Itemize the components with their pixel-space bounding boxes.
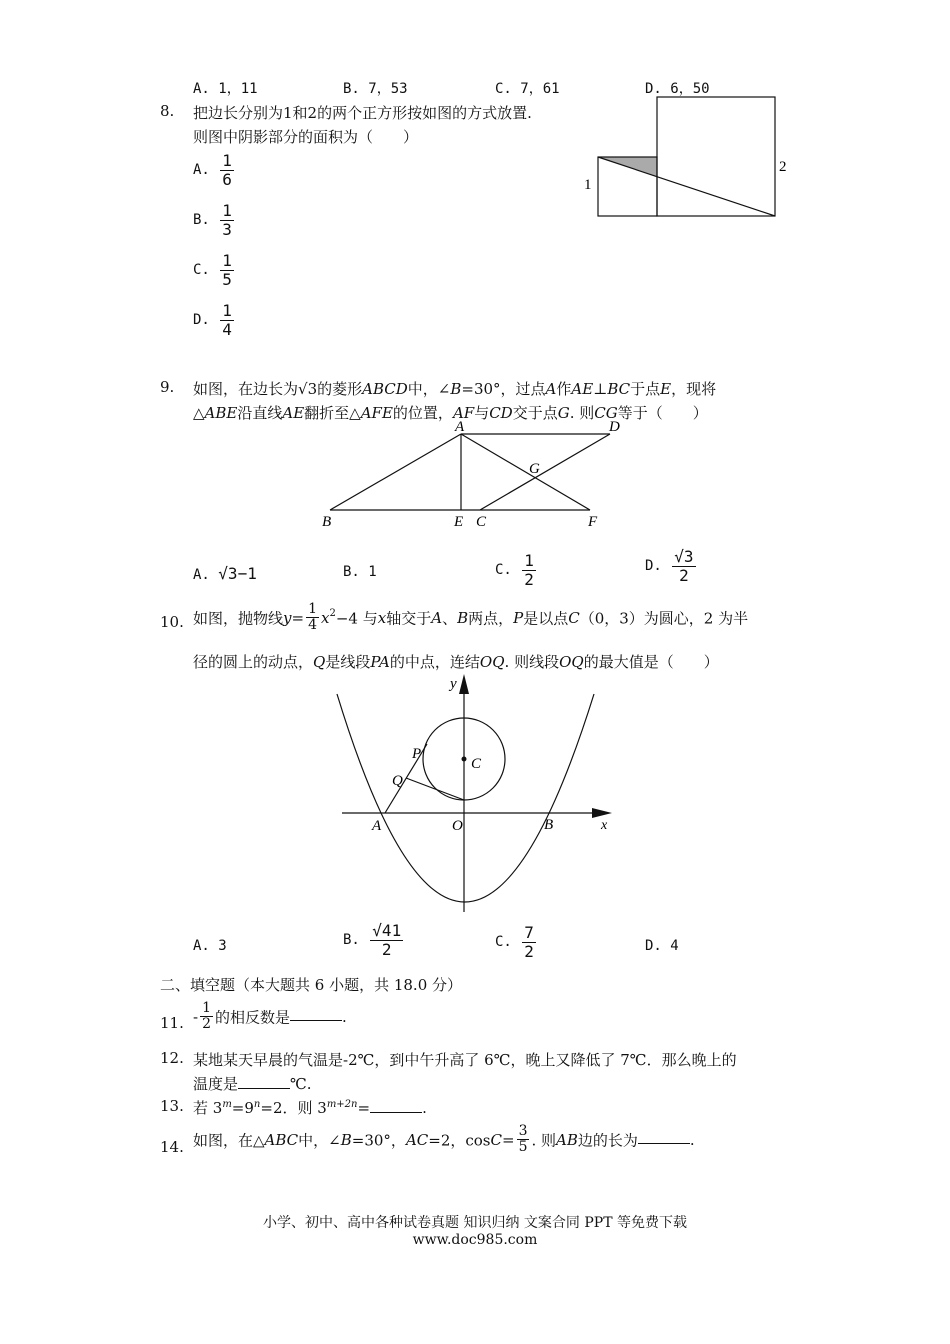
q14-number: 14.	[160, 1138, 184, 1156]
q8-line2: 则图中阴影部分的面积为（ ）	[193, 128, 419, 146]
q9-label-f: F	[588, 514, 598, 530]
q13-blank	[370, 1100, 422, 1113]
q9-option-b: B. 1	[343, 564, 377, 580]
q8-line1: 把边长分别为1和2的两个正方形按如图的方式放置.	[193, 104, 532, 122]
q9-line2: △ABE沿直线AE翻折至△AFE的位置，AF与CD交于点G. 则CG等于（ ）	[193, 404, 708, 422]
q9-label-b: B	[322, 514, 332, 530]
q9-figure	[318, 418, 628, 533]
q9-seg-cd	[480, 434, 610, 510]
q8-option-d: D. $\frac{1}{4}$	[193, 301, 232, 339]
q8-option-b: B. $\frac{1}{3}$	[193, 201, 232, 239]
q10-label-p: P	[412, 746, 422, 762]
q7-option-d: D. 6，50	[645, 81, 710, 97]
section2-heading: 二、填空题（本大题共 6 小题，共 18.0 分）	[160, 976, 463, 994]
q11-text: - $\frac{1}{2}$ 的相反数是 .	[193, 1000, 347, 1033]
q10-option-b: B. $\frac{√41}{2}$	[343, 921, 402, 959]
q8-option-a: A. $\frac{1}{6}$	[193, 151, 232, 189]
q10-label-x: x	[601, 818, 608, 833]
q14-text: 如图，在△ABC中，∠B=30°，AC=2，cosC= $\frac{3}{5}$ . 则AB边的长为 .	[193, 1123, 695, 1156]
q10-parabola	[337, 694, 594, 902]
q12-blank	[238, 1076, 290, 1089]
q10-label-o: O	[452, 818, 463, 834]
q10-x-arrow	[592, 808, 612, 818]
q9-label-e: E	[454, 514, 464, 530]
q14-blank	[638, 1131, 690, 1144]
q12-line2: 温度是 ℃.	[193, 1075, 312, 1093]
q7-option-b: B. 7，53	[343, 81, 408, 97]
q9-option-d: D. $\frac{√3}{2}$	[645, 547, 694, 585]
footer-url[interactable]: www.doc985.com	[412, 1232, 538, 1248]
q10-option-c: C. $\frac{7}{2}$	[495, 923, 534, 961]
q9-label-d: D	[609, 419, 620, 435]
q9-label-g: G	[529, 461, 540, 477]
q13-number: 13.	[160, 1097, 184, 1115]
q9-option-a: A. √3−1	[193, 564, 257, 583]
q7-option-c: C. 7，61	[495, 81, 560, 97]
q8-diagonal	[598, 157, 775, 216]
q10-seg-oq	[406, 778, 464, 800]
q8-large-square	[657, 97, 775, 216]
q10-option-a: A. 3	[193, 938, 227, 954]
q10-label-q: Q	[392, 773, 403, 789]
q10-option-d: D. 4	[645, 938, 679, 954]
q10-label-c: C	[471, 756, 482, 772]
q10-number: 10.	[160, 613, 184, 631]
q13-text: 若 $3^m=9^n=2$．则 $3^{m+2n}=$ .	[193, 1099, 427, 1117]
q8-label-1: 1	[584, 177, 592, 193]
q12-line1: 某地某天早晨的气温是-2℃，到中午升高了 6℃，晚上又降低了 7℃．那么晚上的	[193, 1051, 737, 1069]
q8-option-c: C. $\frac{1}{5}$	[193, 251, 232, 289]
q10-figure	[330, 672, 620, 920]
q10-center-dot	[462, 757, 467, 762]
q8-number: 8.	[160, 102, 175, 120]
q10-label-y: y	[450, 676, 457, 692]
q10-y-arrow	[459, 674, 469, 694]
q10-label-b: B	[544, 817, 554, 833]
q8-figure	[578, 92, 798, 222]
q7-option-a: A. 1，11	[193, 81, 258, 97]
q8-label-2: 2	[779, 159, 787, 175]
q9-seg-ab	[330, 434, 461, 510]
q9-seg-af	[461, 434, 590, 510]
q9-label-c: C	[476, 514, 487, 530]
q9-option-c: C. $\frac{1}{2}$	[495, 551, 534, 589]
q10-line2: 径的圆上的动点，Q是线段PA的中点，连结OQ. 则线段OQ的最大值是（ ）	[193, 653, 719, 671]
q9-number: 9.	[160, 378, 175, 396]
footer-line1: 小学、初中、高中各种试卷真题 知识归纳 文案合同 PPT 等免费下载	[263, 1215, 687, 1231]
q9-line1: 如图，在边长为√3的菱形ABCD中，∠B=30°，过点A作AE⊥BC于点E，现将	[193, 380, 717, 398]
q9-label-a: A	[455, 419, 465, 435]
q12-number: 12.	[160, 1049, 184, 1067]
q10-label-a: A	[372, 818, 382, 834]
q11-blank	[290, 1008, 342, 1021]
q11-number: 11.	[160, 1014, 184, 1032]
q10-line1: 如图，抛物线y= $\frac{1}{4}$ $x^2-4$ 与x轴交于A、B两点，P是以点C（0，3）为圆心，2 为半	[193, 601, 749, 634]
